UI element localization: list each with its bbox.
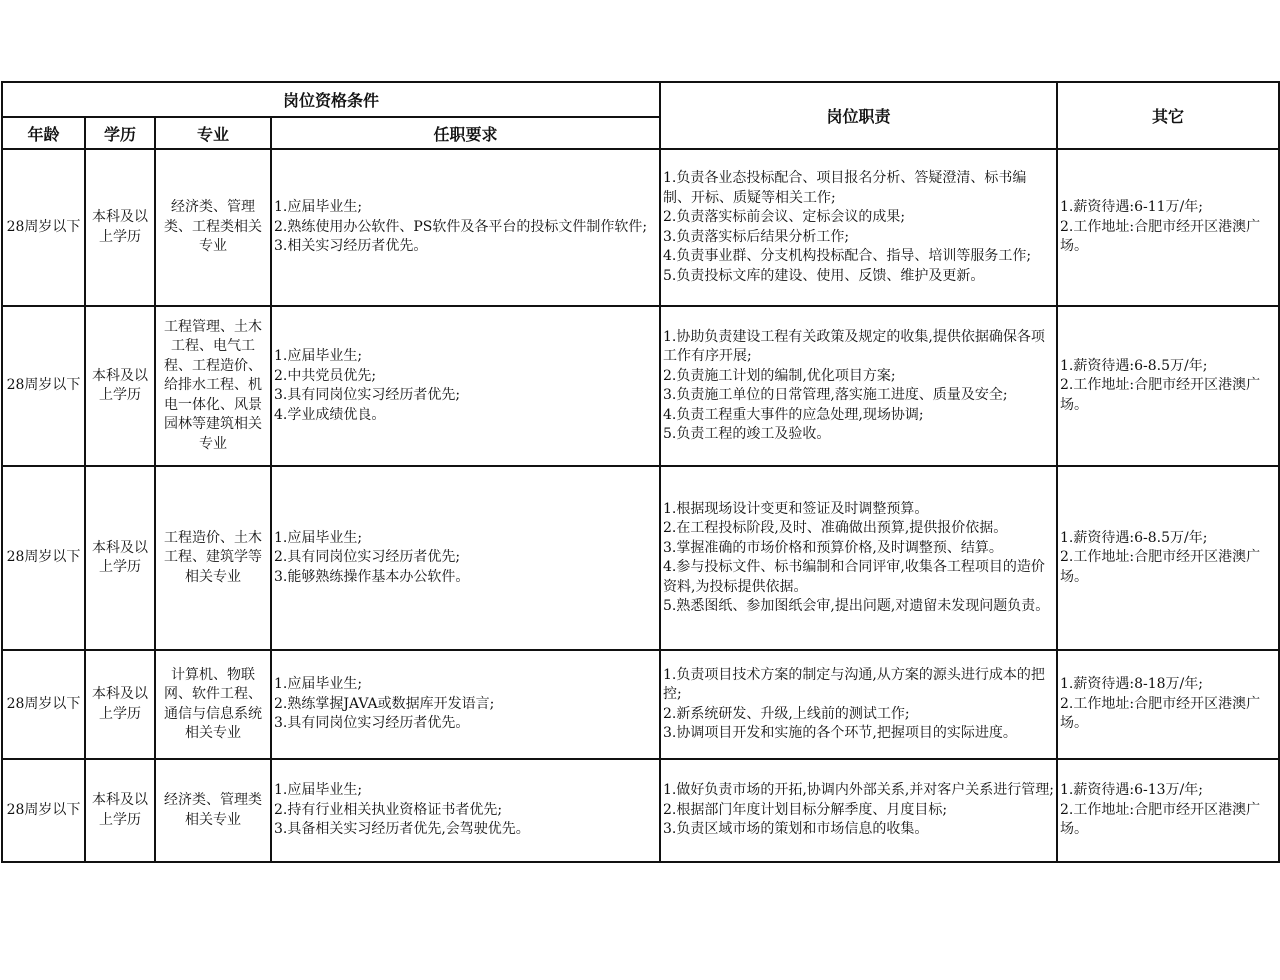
list-item: 3.具有同岗位实习经历者优先。 <box>274 715 470 732</box>
major-text: 经济类、管理类、工程类相关专业 <box>164 199 262 255</box>
age-cell: 28周岁以下 <box>2 149 85 306</box>
list-item: 1.应届毕业生; <box>274 676 363 693</box>
other-cell <box>1057 466 1279 650</box>
major-cell <box>155 650 271 759</box>
list-item: 1.协助负责建设工程有关政策及规定的收集,提供依据确保各项工作有序开展; <box>663 328 1045 364</box>
major-cell <box>155 759 271 862</box>
major-text: 工程管理、土木工程、电气工程、工程造价、给排水工程、机电一体化、风景园林等建筑相关专业 <box>164 318 262 452</box>
education-header: 学历 <box>85 117 155 149</box>
table-row <box>2 650 1279 759</box>
list-item: 2.在工程投标阶段,及时、准确做出预算,提供报价依据。 <box>663 520 1008 536</box>
other-header: 其它 <box>1057 82 1279 149</box>
list-item: 1.应届毕业生; <box>274 199 363 216</box>
duties-cell <box>660 759 1057 862</box>
table-row <box>2 759 1279 862</box>
list-item: 2.熟练掌握JAVA或数据库开发语言; <box>274 695 495 712</box>
age-cell: 28周岁以下 <box>2 650 85 759</box>
list-item: 2.根据部门年度计划目标分解季度、月度目标; <box>663 801 948 818</box>
requirements-cell <box>271 306 660 466</box>
list-item: 3.能够熟练操作基本办公软件。 <box>274 568 470 585</box>
education-cell: 本科及以上学历 <box>85 149 155 306</box>
list-item: 2.持有行业相关执业资格证书者优先; <box>274 801 503 818</box>
list-item: 4.学业成绩优良。 <box>274 406 386 423</box>
education-cell: 本科及以上学历 <box>85 650 155 759</box>
duties-cell <box>660 149 1057 306</box>
major-header: 专业 <box>155 117 271 149</box>
list-item: 2.工作地址:合肥市经开区港澳广场。 <box>1060 377 1261 413</box>
requirements-cell <box>271 149 660 306</box>
list-item: 2.新系统研发、升级,上线前的测试工作; <box>663 705 910 722</box>
list-item: 1.薪资待遇:6-11万/年; <box>1060 199 1203 216</box>
list-item: 2.工作地址:合肥市经开区港澳广场。 <box>1060 218 1261 255</box>
list-item: 4.负责工程重大事件的应急处理,现场协调; <box>663 406 924 423</box>
job-requirements-table <box>1 81 1280 863</box>
major-text: 经济类、管理类相关专业 <box>164 792 262 828</box>
list-item: 3.负责施工单位的日常管理,落实施工进度、质量及安全; <box>663 387 1008 403</box>
list-item: 3.具有同岗位实习经历者优先; <box>274 387 461 403</box>
list-item: 1.应届毕业生; <box>274 348 363 364</box>
duties-header: 岗位职责 <box>660 82 1057 149</box>
age-cell: 28周岁以下 <box>2 306 85 466</box>
duties-cell <box>660 650 1057 759</box>
age-cell: 28周岁以下 <box>2 759 85 862</box>
list-item: 3.负责区域市场的策划和市场信息的收集。 <box>663 821 929 838</box>
table-row <box>2 306 1279 466</box>
list-item: 1.薪资待遇:6-8.5万/年; <box>1060 357 1208 374</box>
major-text: 计算机、物联网、软件工程、通信与信息系统相关专业 <box>164 666 262 741</box>
list-item: 2.工作地址:合肥市经开区港澳广场。 <box>1060 695 1261 732</box>
other-cell <box>1057 650 1279 759</box>
list-item: 2.工作地址:合肥市经开区港澳广场。 <box>1060 549 1261 585</box>
major-text: 工程造价、土木工程、建筑学等相关专业 <box>164 529 262 585</box>
education-cell: 本科及以上学历 <box>85 306 155 466</box>
list-item: 2.负责落实标前会议、定标会议的成果; <box>663 209 906 225</box>
list-item: 1.薪资待遇:8-18万/年; <box>1060 676 1203 693</box>
requirements-cell <box>271 466 660 650</box>
list-item: 3.协调项目开发和实施的各个环节,把握项目的实际进度。 <box>663 725 1017 741</box>
list-item: 3.负责落实标后结果分析工作; <box>663 228 850 245</box>
list-item: 2.中共党员优先; <box>274 367 377 384</box>
other-cell <box>1057 306 1279 466</box>
list-item: 2.熟练使用办公软件、PS软件及各平台的投标文件制作软件; <box>274 218 648 235</box>
major-cell <box>155 306 271 466</box>
major-cell <box>155 466 271 650</box>
list-item: 3.相关实习经历者优先。 <box>274 238 428 255</box>
list-item: 5.负责投标文库的建设、使用、反馈、维护及更新。 <box>663 267 985 284</box>
duties-cell <box>660 466 1057 650</box>
age-header: 年龄 <box>2 117 85 149</box>
list-item: 5.负责工程的竣工及验收。 <box>663 426 831 442</box>
list-item: 1.负责项目技术方案的制定与沟通,从方案的源头进行成本的把控; <box>663 666 1045 702</box>
list-item: 4.参与投标文件、标书编制和合同评审,收集各工程项目的造价资料,为投标提供依据。 <box>663 559 1045 595</box>
requirements-cell <box>271 650 660 759</box>
list-item: 3.掌握准确的市场价格和预算价格,及时调整预、结算。 <box>663 539 1003 556</box>
other-cell <box>1057 759 1279 862</box>
list-item: 1.应届毕业生; <box>274 782 363 799</box>
list-item: 1.应届毕业生; <box>274 529 363 546</box>
list-item: 2.工作地址:合肥市经开区港澳广场。 <box>1060 801 1261 838</box>
list-item: 2.负责施工计划的编制,优化项目方案; <box>663 367 896 384</box>
requirements-cell <box>271 759 660 862</box>
list-item: 4.负责事业群、分支机构投标配合、指导、培训等服务工作; <box>663 248 1032 264</box>
list-item: 1.根据现场设计变更和签证及时调整预算。 <box>663 500 929 517</box>
duties-cell <box>660 306 1057 466</box>
education-cell: 本科及以上学历 <box>85 759 155 862</box>
list-item: 1.薪资待遇:6-13万/年; <box>1060 782 1203 799</box>
table-row <box>2 149 1279 306</box>
education-cell: 本科及以上学历 <box>85 466 155 650</box>
table-row <box>2 466 1279 650</box>
other-cell <box>1057 149 1279 306</box>
age-cell: 28周岁以下 <box>2 466 85 650</box>
list-item: 1.薪资待遇:6-8.5万/年; <box>1060 529 1208 546</box>
list-item: 5.熟悉图纸、参加图纸会审,提出问题,对遗留未发现问题负责。 <box>663 598 1050 614</box>
qualification-group-header: 岗位资格条件 <box>2 82 660 117</box>
requirements-header: 任职要求 <box>271 117 660 149</box>
list-item: 3.具备相关实习经历者优先,会驾驶优先。 <box>274 821 530 838</box>
list-item: 1.做好负责市场的开拓,协调内外部关系,并对客户关系进行管理; <box>663 782 1054 799</box>
list-item: 2.具有同岗位实习经历者优先; <box>274 549 461 566</box>
major-cell <box>155 149 271 306</box>
list-item: 1.负责各业态投标配合、项目报名分析、答疑澄清、标书编制、开标、质疑等相关工作; <box>663 170 1027 206</box>
